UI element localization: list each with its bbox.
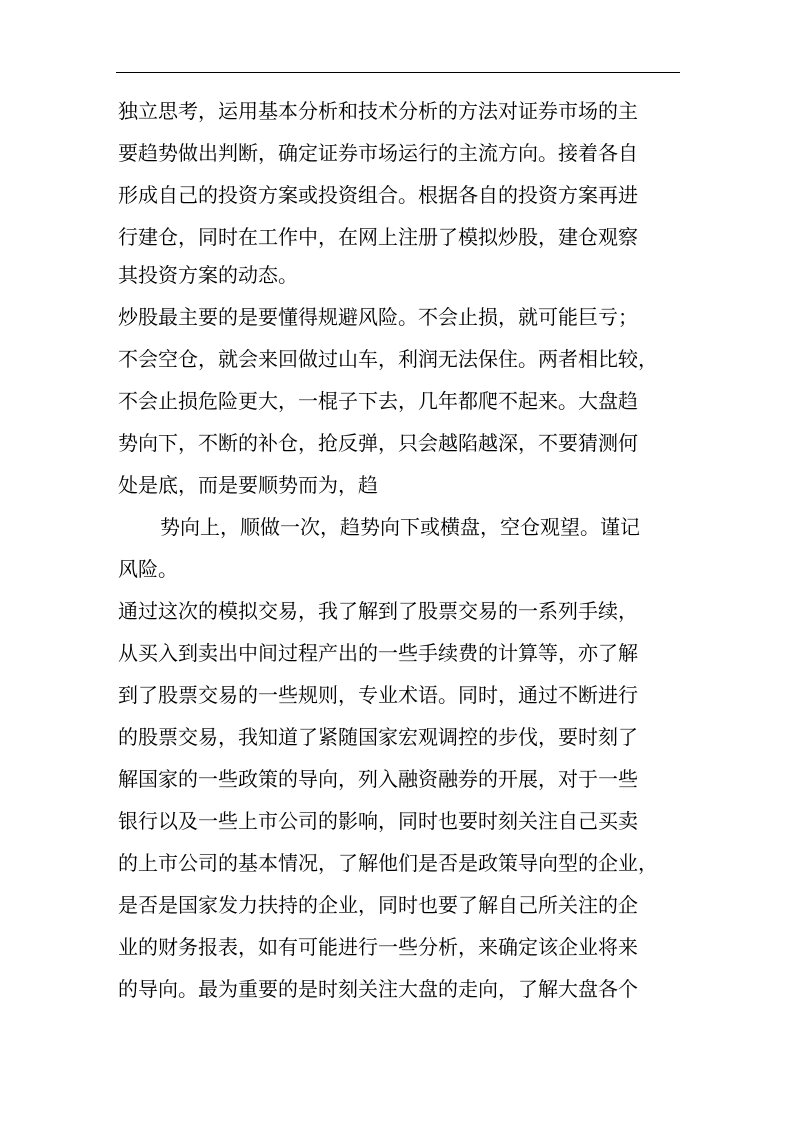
text-line: 银行以及一些上市公司的影响，同时也要时刻关注自己买卖 bbox=[118, 809, 638, 833]
text-line: 从买入到卖出中间过程产出的一些手续费的计算等，亦了解 bbox=[118, 641, 638, 665]
text-line: 风险。 bbox=[118, 557, 178, 581]
text-line: 炒股最主要的是要懂得规避风险。不会止损，就可能巨亏； bbox=[118, 305, 638, 329]
text-line: 解国家的一些政策的导向，列入融资融券的开展，对于一些 bbox=[118, 767, 638, 791]
text-line: 要趋势做出判断，确定证券市场运行的主流方向。接着各自 bbox=[118, 141, 638, 165]
text-line: 到了股票交易的一些规则，专业术语。同时，通过不断进行 bbox=[118, 683, 638, 707]
text-line: 的导向。最为重要的是时刻关注大盘的走向，了解大盘各个 bbox=[118, 977, 638, 1001]
header-rule bbox=[116, 72, 680, 73]
text-line: 其投资方案的动态。 bbox=[118, 263, 298, 287]
text-line: 势向下，不断的补仓，抢反弹，只会越陷越深，不要猜测何 bbox=[118, 431, 638, 455]
text-line: 独立思考，运用基本分析和技术分析的方法对证券市场的主 bbox=[118, 99, 638, 123]
text-line: 不会止损危险更大，一棍子下去，几年都爬不起来。大盘趋 bbox=[118, 389, 638, 413]
text-line: 业的财务报表，如有可能进行一些分析，来确定该企业将来 bbox=[118, 935, 638, 959]
text-line: 行建仓，同时在工作中，在网上注册了模拟炒股，建仓观察 bbox=[118, 225, 638, 249]
text-line: 势向上，顺做一次，趋势向下或横盘，空仓观望。谨记 bbox=[160, 515, 640, 539]
text-line: 形成自己的投资方案或投资组合。根据各自的投资方案再进 bbox=[118, 183, 638, 207]
text-line: 的上市公司的基本情况，了解他们是否是政策导向型的企业， bbox=[118, 851, 658, 875]
text-line: 通过这次的模拟交易，我了解到了股票交易的一系列手续， bbox=[118, 599, 638, 623]
text-line: 是否是国家发力扶持的企业，同时也要了解自己所关注的企 bbox=[118, 893, 638, 917]
text-line: 不会空仓，就会来回做过山车，利润无法保住。两者相比较， bbox=[118, 347, 658, 371]
text-line: 的股票交易，我知道了紧随国家宏观调控的步伐，要时刻了 bbox=[118, 725, 638, 749]
text-line: 处是底，而是要顺势而为，趋 bbox=[118, 473, 378, 497]
